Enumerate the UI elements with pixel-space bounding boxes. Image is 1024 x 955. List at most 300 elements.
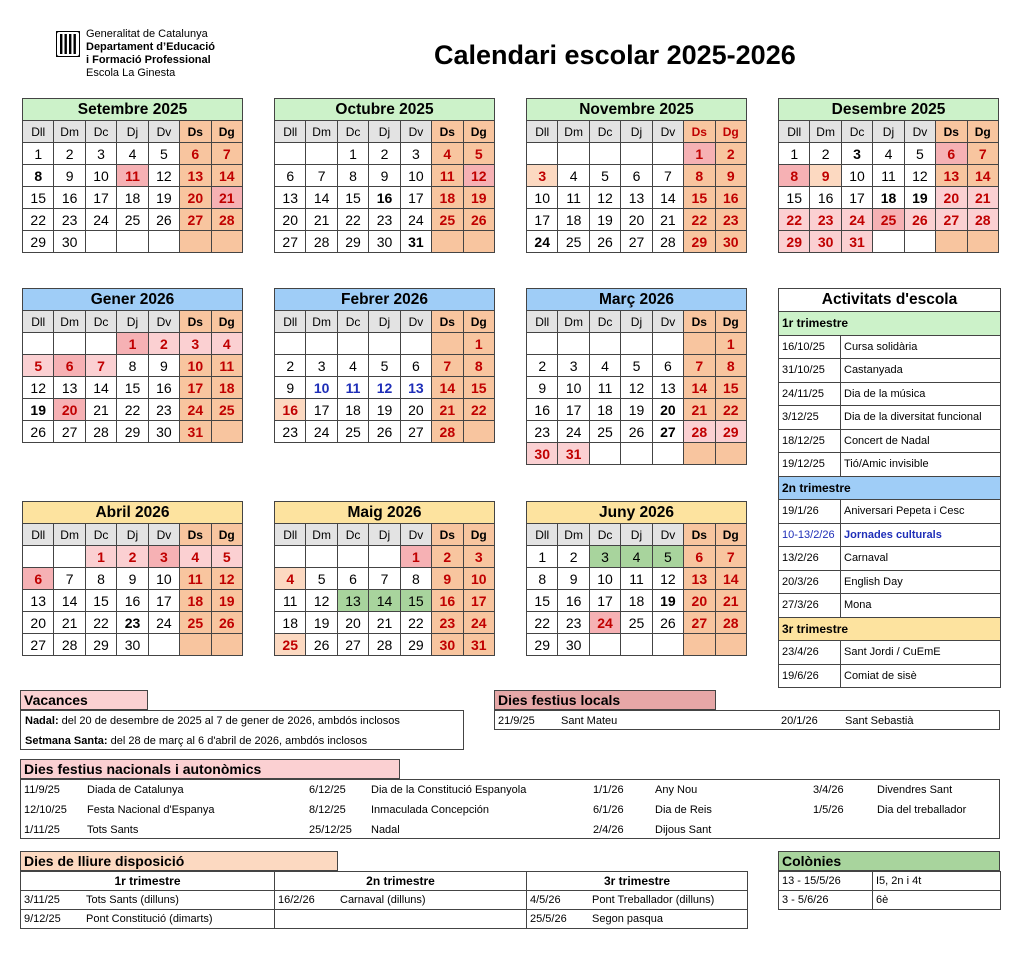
activity-name: Cursa solidària	[841, 335, 1001, 359]
day-cell: 30	[148, 421, 179, 443]
lliure-name: Carnaval (dilluns)	[340, 894, 426, 906]
day-cell: 8	[85, 568, 116, 590]
day-cell: 29	[85, 634, 116, 656]
weekday-header: Dj	[369, 311, 400, 333]
day-cell: 28	[967, 209, 998, 231]
day-cell: 1	[117, 333, 148, 355]
activity-date: 13/2/26	[779, 547, 841, 571]
day-cell: 14	[306, 187, 337, 209]
day-cell: 29	[23, 231, 54, 253]
day-cell: 5	[463, 143, 494, 165]
day-cell: 9	[148, 355, 179, 377]
day-cell: 21	[684, 399, 715, 421]
day-cell: 9	[432, 568, 463, 590]
activity-date: 31/10/25	[779, 359, 841, 383]
day-cell: 26	[306, 634, 337, 656]
weekday-header: Dll	[23, 524, 54, 546]
activity-name: Dia de la música	[841, 382, 1001, 406]
day-cell: 4	[180, 546, 211, 568]
weekday-header: Dj	[621, 311, 652, 333]
day-cell: 19	[621, 399, 652, 421]
day-cell: 13	[275, 187, 306, 209]
day-cell: 10	[589, 568, 620, 590]
empty-cell	[306, 333, 337, 355]
lliure-head: 1r trimestre	[21, 872, 275, 891]
weekday-header: Dll	[23, 121, 54, 143]
day-cell: 18	[432, 187, 463, 209]
day-cell: 30	[715, 231, 746, 253]
holiday-name: Dia de la Constitució Espanyola	[371, 784, 527, 796]
trimestre-header: 3r trimestre	[779, 617, 1001, 641]
day-cell: 7	[967, 143, 998, 165]
day-cell: 30	[527, 443, 558, 465]
weekday-header: Dc	[589, 311, 620, 333]
day-cell: 12	[211, 568, 242, 590]
empty-cell	[558, 333, 589, 355]
day-cell: 16	[527, 399, 558, 421]
day-cell: 28	[369, 634, 400, 656]
day-cell: 6	[275, 165, 306, 187]
empty-cell	[904, 231, 935, 253]
weekday-header: Dj	[369, 524, 400, 546]
lliure-date: 25/5/26	[530, 913, 567, 925]
holiday-date: 11/9/25	[24, 784, 60, 796]
day-cell: 11	[432, 165, 463, 187]
day-cell: 8	[527, 568, 558, 590]
weekday-header: Dm	[306, 524, 337, 546]
lliure-cell	[527, 910, 748, 929]
empty-cell	[621, 143, 652, 165]
day-cell: 14	[684, 377, 715, 399]
day-cell: 2	[527, 355, 558, 377]
day-cell: 5	[148, 143, 179, 165]
day-cell: 20	[936, 187, 967, 209]
month-calendar	[526, 501, 747, 656]
activity-row	[779, 523, 1001, 547]
day-cell: 3	[148, 546, 179, 568]
day-cell: 13	[180, 165, 211, 187]
day-cell: 25	[211, 399, 242, 421]
day-cell: 22	[463, 399, 494, 421]
weekday-header: Dll	[23, 311, 54, 333]
activity-name: Tió/Amic invisible	[841, 453, 1001, 477]
day-cell: 22	[684, 209, 715, 231]
day-cell: 10	[558, 377, 589, 399]
month-title: Octubre 2025	[275, 99, 495, 121]
day-cell: 15	[684, 187, 715, 209]
day-cell: 27	[275, 231, 306, 253]
day-cell: 6	[684, 546, 715, 568]
day-cell: 29	[715, 421, 746, 443]
day-cell: 6	[621, 165, 652, 187]
holiday-date: 3/4/26	[813, 784, 844, 796]
day-cell: 27	[54, 421, 85, 443]
day-cell: 18	[117, 187, 148, 209]
lliure-cell	[527, 891, 748, 910]
day-cell: 6	[936, 143, 967, 165]
empty-cell	[715, 443, 746, 465]
day-cell: 1	[684, 143, 715, 165]
day-cell: 4	[275, 568, 306, 590]
day-cell: 2	[369, 143, 400, 165]
day-cell: 30	[369, 231, 400, 253]
weekday-header: Dm	[54, 311, 85, 333]
weekday-header: Dg	[715, 524, 746, 546]
activitats-table	[778, 288, 1001, 688]
activity-date: 10-13/2/26	[779, 523, 841, 547]
lliure-date: 3/11/25	[24, 894, 60, 906]
day-cell: 20	[54, 399, 85, 421]
weekday-header: Dv	[148, 524, 179, 546]
day-cell: 28	[684, 421, 715, 443]
day-cell: 29	[779, 231, 810, 253]
day-cell: 24	[527, 231, 558, 253]
weekday-header: Dg	[463, 121, 494, 143]
day-cell: 28	[85, 421, 116, 443]
day-cell: 18	[180, 590, 211, 612]
day-cell: 20	[400, 399, 431, 421]
weekday-header: Ds	[180, 121, 211, 143]
activity-row	[779, 359, 1001, 383]
day-cell: 19	[904, 187, 935, 209]
day-cell: 23	[369, 209, 400, 231]
day-cell: 7	[715, 546, 746, 568]
month-title: Juny 2026	[527, 502, 747, 524]
day-cell: 18	[558, 209, 589, 231]
day-cell: 15	[715, 377, 746, 399]
day-cell: 31	[841, 231, 872, 253]
weekday-header: Dll	[275, 311, 306, 333]
day-cell: 8	[400, 568, 431, 590]
lliure-name: Pont Constitució (dimarts)	[86, 913, 213, 925]
lliure-name: Segon pasqua	[592, 913, 663, 925]
day-cell: 2	[275, 355, 306, 377]
day-cell: 7	[432, 355, 463, 377]
holiday-name: Inmaculada Concepción	[371, 804, 490, 816]
empty-cell	[621, 634, 652, 656]
empty-cell	[148, 634, 179, 656]
day-cell: 26	[621, 421, 652, 443]
trimestre-header: 1r trimestre	[779, 312, 1001, 336]
day-cell: 23	[527, 421, 558, 443]
empty-cell	[275, 546, 306, 568]
day-cell: 30	[810, 231, 841, 253]
day-cell: 13	[54, 377, 85, 399]
empty-cell	[589, 443, 620, 465]
day-cell: 12	[463, 165, 494, 187]
activity-row	[779, 664, 1001, 688]
empty-cell	[23, 333, 54, 355]
day-cell: 6	[23, 568, 54, 590]
generalitat-emblem-icon	[56, 31, 80, 57]
day-cell: 19	[306, 612, 337, 634]
empty-cell	[337, 333, 368, 355]
weekday-header: Dm	[810, 121, 841, 143]
day-cell: 7	[684, 355, 715, 377]
empty-cell	[715, 634, 746, 656]
day-cell: 19	[463, 187, 494, 209]
day-cell: 5	[904, 143, 935, 165]
day-cell: 16	[117, 590, 148, 612]
lliure-head: 2n trimestre	[275, 872, 527, 891]
day-cell: 5	[589, 165, 620, 187]
holiday-name: Diada de Catalunya	[87, 784, 184, 796]
weekday-header: Dll	[779, 121, 810, 143]
day-cell: 26	[148, 209, 179, 231]
day-cell: 10	[400, 165, 431, 187]
day-cell: 11	[621, 568, 652, 590]
day-cell: 23	[117, 612, 148, 634]
day-cell: 6	[54, 355, 85, 377]
empty-cell	[684, 634, 715, 656]
month-calendar	[22, 98, 243, 253]
day-cell: 20	[652, 399, 683, 421]
day-cell: 29	[337, 231, 368, 253]
empty-cell	[967, 231, 998, 253]
month-calendar	[274, 288, 495, 443]
day-cell: 7	[369, 568, 400, 590]
day-cell: 24	[306, 421, 337, 443]
school-name: Escola La Ginesta	[86, 67, 176, 79]
day-cell: 11	[117, 165, 148, 187]
weekday-header: Dg	[211, 311, 242, 333]
empty-cell	[275, 143, 306, 165]
activity-name: Concert de Nadal	[841, 429, 1001, 453]
activity-date: 16/10/25	[779, 335, 841, 359]
weekday-header: Dg	[715, 311, 746, 333]
day-cell: 21	[306, 209, 337, 231]
day-cell: 13	[23, 590, 54, 612]
department-line1: Departament d’Educació	[86, 41, 215, 53]
day-cell: 15	[400, 590, 431, 612]
day-cell: 13	[652, 377, 683, 399]
day-cell: 11	[211, 355, 242, 377]
day-cell: 4	[558, 165, 589, 187]
day-cell: 12	[306, 590, 337, 612]
colonies-groups: I5, 2n i 4t	[873, 872, 1001, 891]
weekday-header: Dll	[527, 121, 558, 143]
day-cell: 26	[463, 209, 494, 231]
day-cell: 9	[275, 377, 306, 399]
day-cell: 23	[715, 209, 746, 231]
month-calendar	[778, 98, 999, 253]
vacances-box	[20, 710, 464, 750]
empty-cell	[400, 333, 431, 355]
empty-cell	[275, 333, 306, 355]
day-cell: 7	[211, 143, 242, 165]
day-cell: 31	[180, 421, 211, 443]
month-calendar	[274, 98, 495, 253]
day-cell: 27	[621, 231, 652, 253]
day-cell: 30	[117, 634, 148, 656]
day-cell: 8	[684, 165, 715, 187]
month-calendar	[22, 501, 243, 656]
day-cell: 17	[180, 377, 211, 399]
day-cell: 11	[589, 377, 620, 399]
weekday-header: Dc	[337, 524, 368, 546]
activity-row	[779, 406, 1001, 430]
day-cell: 12	[652, 568, 683, 590]
weekday-header: Dj	[873, 121, 904, 143]
day-cell: 8	[337, 165, 368, 187]
weekday-header: Dg	[715, 121, 746, 143]
day-cell: 9	[117, 568, 148, 590]
day-cell: 16	[715, 187, 746, 209]
day-cell: 17	[463, 590, 494, 612]
day-cell: 13	[684, 568, 715, 590]
day-cell: 12	[148, 165, 179, 187]
day-cell: 11	[558, 187, 589, 209]
day-cell: 31	[558, 443, 589, 465]
day-cell: 10	[463, 568, 494, 590]
day-cell: 16	[369, 187, 400, 209]
weekday-header: Dll	[527, 524, 558, 546]
weekday-header: Dc	[589, 524, 620, 546]
day-cell: 5	[211, 546, 242, 568]
day-cell: 10	[527, 187, 558, 209]
day-cell: 5	[23, 355, 54, 377]
day-cell: 21	[652, 209, 683, 231]
day-cell: 17	[148, 590, 179, 612]
day-cell: 16	[275, 399, 306, 421]
day-cell: 10	[180, 355, 211, 377]
day-cell: 2	[715, 143, 746, 165]
day-cell: 16	[558, 590, 589, 612]
holiday-name: Dia del treballador	[877, 804, 967, 816]
weekday-header: Dc	[85, 121, 116, 143]
lliure-label: Dies de lliure disposició	[20, 851, 338, 871]
empty-cell	[463, 421, 494, 443]
vacances-row: Setmana Santa: del 28 de març al 6 d'abril de 2026, ambdós inclosos	[25, 735, 368, 747]
day-cell: 23	[275, 421, 306, 443]
day-cell: 26	[589, 231, 620, 253]
empty-cell	[369, 333, 400, 355]
empty-cell	[306, 546, 337, 568]
day-cell: 22	[527, 612, 558, 634]
weekday-header: Dv	[400, 524, 431, 546]
day-cell: 21	[967, 187, 998, 209]
empty-cell	[211, 634, 242, 656]
day-cell: 16	[432, 590, 463, 612]
day-cell: 25	[873, 209, 904, 231]
day-cell: 22	[779, 209, 810, 231]
day-cell: 8	[117, 355, 148, 377]
day-cell: 19	[652, 590, 683, 612]
holiday-date: 12/10/25	[24, 804, 67, 816]
gov-name: Generalitat de Catalunya	[86, 28, 208, 40]
day-cell: 18	[589, 399, 620, 421]
day-cell: 24	[85, 209, 116, 231]
empty-cell	[527, 333, 558, 355]
holiday-name: Tots Sants	[87, 824, 139, 836]
holiday-date: 25/12/25	[309, 824, 352, 836]
local-name: Sant Mateu	[561, 715, 618, 727]
empty-cell	[85, 231, 116, 253]
day-cell: 10	[306, 377, 337, 399]
day-cell: 19	[148, 187, 179, 209]
day-cell: 4	[117, 143, 148, 165]
day-cell: 20	[684, 590, 715, 612]
activity-date: 19/6/26	[779, 664, 841, 688]
day-cell: 18	[621, 590, 652, 612]
day-cell: 22	[337, 209, 368, 231]
department-line2: i Formació Professional	[86, 54, 211, 66]
day-cell: 12	[23, 377, 54, 399]
colonies-table	[778, 871, 1001, 910]
activity-row	[779, 500, 1001, 524]
day-cell: 22	[23, 209, 54, 231]
month-calendar	[526, 98, 747, 253]
day-cell: 9	[558, 568, 589, 590]
day-cell: 14	[432, 377, 463, 399]
lliure-date: 16/2/26	[278, 894, 315, 906]
day-cell: 3	[306, 355, 337, 377]
day-cell: 1	[715, 333, 746, 355]
day-cell: 16	[810, 187, 841, 209]
day-cell: 3	[558, 355, 589, 377]
empty-cell	[684, 443, 715, 465]
holiday-date: 6/1/26	[593, 804, 624, 816]
activity-row	[779, 429, 1001, 453]
weekday-header: Dm	[306, 121, 337, 143]
day-cell: 12	[369, 377, 400, 399]
day-cell: 21	[432, 399, 463, 421]
day-cell: 18	[211, 377, 242, 399]
holiday-date: 6/12/25	[309, 784, 346, 796]
empty-cell	[936, 231, 967, 253]
day-cell: 28	[432, 421, 463, 443]
activity-name: Comiat de sisè	[841, 664, 1001, 688]
weekday-header: Dv	[904, 121, 935, 143]
month-title: Desembre 2025	[779, 99, 999, 121]
day-cell: 6	[337, 568, 368, 590]
empty-cell	[432, 231, 463, 253]
empty-cell	[652, 634, 683, 656]
empty-cell	[589, 333, 620, 355]
day-cell: 17	[527, 209, 558, 231]
weekday-header: Dv	[400, 311, 431, 333]
day-cell: 18	[275, 612, 306, 634]
weekday-header: Ds	[432, 121, 463, 143]
day-cell: 20	[337, 612, 368, 634]
activity-date: 24/11/25	[779, 382, 841, 406]
activity-name: English Day	[841, 570, 1001, 594]
vacances-row: Nadal: del 20 de desembre de 2025 al 7 de gener de 2026, ambdós inclosos	[25, 715, 400, 727]
day-cell: 14	[85, 377, 116, 399]
day-cell: 31	[463, 634, 494, 656]
day-cell: 4	[432, 143, 463, 165]
day-cell: 25	[558, 231, 589, 253]
day-cell: 8	[779, 165, 810, 187]
weekday-header: Dc	[85, 524, 116, 546]
day-cell: 13	[400, 377, 431, 399]
day-cell: 15	[527, 590, 558, 612]
day-cell: 24	[400, 209, 431, 231]
day-cell: 17	[589, 590, 620, 612]
local-date: 20/1/26	[781, 715, 818, 727]
day-cell: 7	[306, 165, 337, 187]
weekday-header: Dg	[211, 524, 242, 546]
weekday-header: Dv	[652, 311, 683, 333]
day-cell: 13	[936, 165, 967, 187]
day-cell: 25	[589, 421, 620, 443]
day-cell: 11	[337, 377, 368, 399]
empty-cell	[589, 634, 620, 656]
day-cell: 27	[23, 634, 54, 656]
day-cell: 18	[873, 187, 904, 209]
month-title: Abril 2026	[23, 502, 243, 524]
holiday-name: Any Nou	[655, 784, 698, 796]
